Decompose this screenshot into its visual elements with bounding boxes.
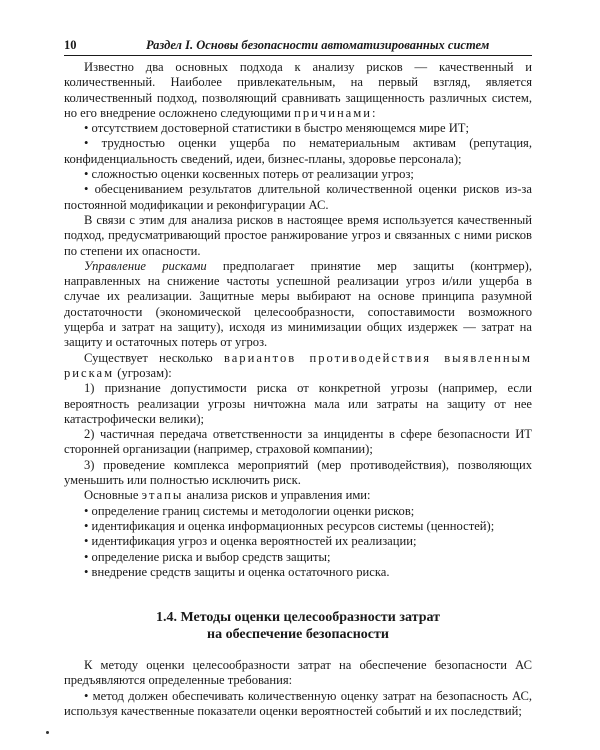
section-heading-line2: на обеспечение безопасности [207,627,389,642]
main-text [64,60,532,580]
list-item-stage: • идентификация и оценка информационных ресурсов системы (ценностей); [84,518,495,533]
section-heading-line1: 1.4. Методы оценки целесообразности затрат [155,610,440,625]
list-item-option: 1) признание допустимости риска от конкретной угрозы (например, если вероятность реализации угрозы ничтожна мала или затраты на защиту от нее катастрофически велики); [64,381,532,426]
list-item-stage: • определение границ системы и методологии оценки рисков; [84,503,415,518]
list-item-stage: • идентификация угроз и оценка вероятностей их реализации; [84,534,417,549]
spaced-word-reasons: причинами [294,105,372,120]
list-item-option: 2) частичная передача ответственности за инциденты в сфере безопасности ИТ сторонней организации (например, страховой компании); [64,427,532,457]
list-item-reason: • обесцениванием результатов длительной количественной оценки рисков из-за постоянной модификации и реконфигурации АС. [64,182,532,212]
paragraph-options: Существует несколько вариантов противодействия выявленным рискам (угрозам): [64,350,532,380]
paragraph-requirements: К методу оценки целесообразности затрат на обеспечение безопасности АС предъявляются определенные требования: [64,658,532,688]
page-header [64,38,534,52]
italic-term: Управление рисками [84,258,207,273]
page-number: 10 [64,38,77,52]
paragraph-risk-management: Управление рисками предполагает принятие мер защиты (контрмер), направленных на снижение частоты успешной реализации угроз и/или ущерба в случае их реализации. Защитные меры выбирают на основе принципа разумной достаточности (экономической целесообразности, сопоставимости возможного ущерба и затрат на защиту), исходя из минимизации общих издержек — затрат на защиту и остаточных потерь от угроз. [64,258,532,350]
paragraph-stages: Основные этапы анализа рисков и управления ими: [84,488,371,503]
list-item-reason: • отсутствием достоверной статистики в быстро меняющемся мире ИТ; [84,121,470,136]
paragraph-approaches: Известно два основных подхода к анализу рисков — качественный и количественный. Наиболее привлекательным, на первый взгляд, является количественный подход, позволяющий сравнивать защищенность различных систем, но его внедрение осложнено следующими причинами: [64,60,532,120]
running-head: Раздел I. Основы безопасности автоматизированных систем [146,38,490,52]
section-text [64,658,532,719]
list-item-stage: • внедрение средств защиты и оценка остаточного риска. [84,564,390,579]
paragraph-qualitative: В связи с этим для анализа рисков в настоящее время используется качественный подход, предусматривающий простое ранжирование угроз и связанных с ними рисков по степени их опасности. [64,212,532,258]
list-item-stage: • определение риска и выбор средств защиты; [84,549,331,564]
section-heading [64,609,532,643]
list-item-reason: • сложностью оценки косвенных потерь от реализации угроз; [84,167,414,182]
list-item-reason: • трудностью оценки ущерба по нематериальным активам (репутация, конфиденциальность сведений, идеи, бизнес-планы, здоровье персонала); [64,136,532,166]
header-rule [64,55,532,56]
list-item-option: 3) проведение комплекса мероприятий (мер противодействия), позволяющих уменьшить или полностью исключить риск. [64,457,532,488]
list-item-requirement: • метод должен обеспечивать количественную оценку затрат на безопасность АС, используя качественные показатели оценки вероятностей событий и их последствий; [64,688,532,718]
spaced-word-stages: этапы [141,488,184,503]
spaced-phrase-options: вариантов противодействия выявленным рискам [64,350,532,380]
scan-speck [46,731,49,734]
